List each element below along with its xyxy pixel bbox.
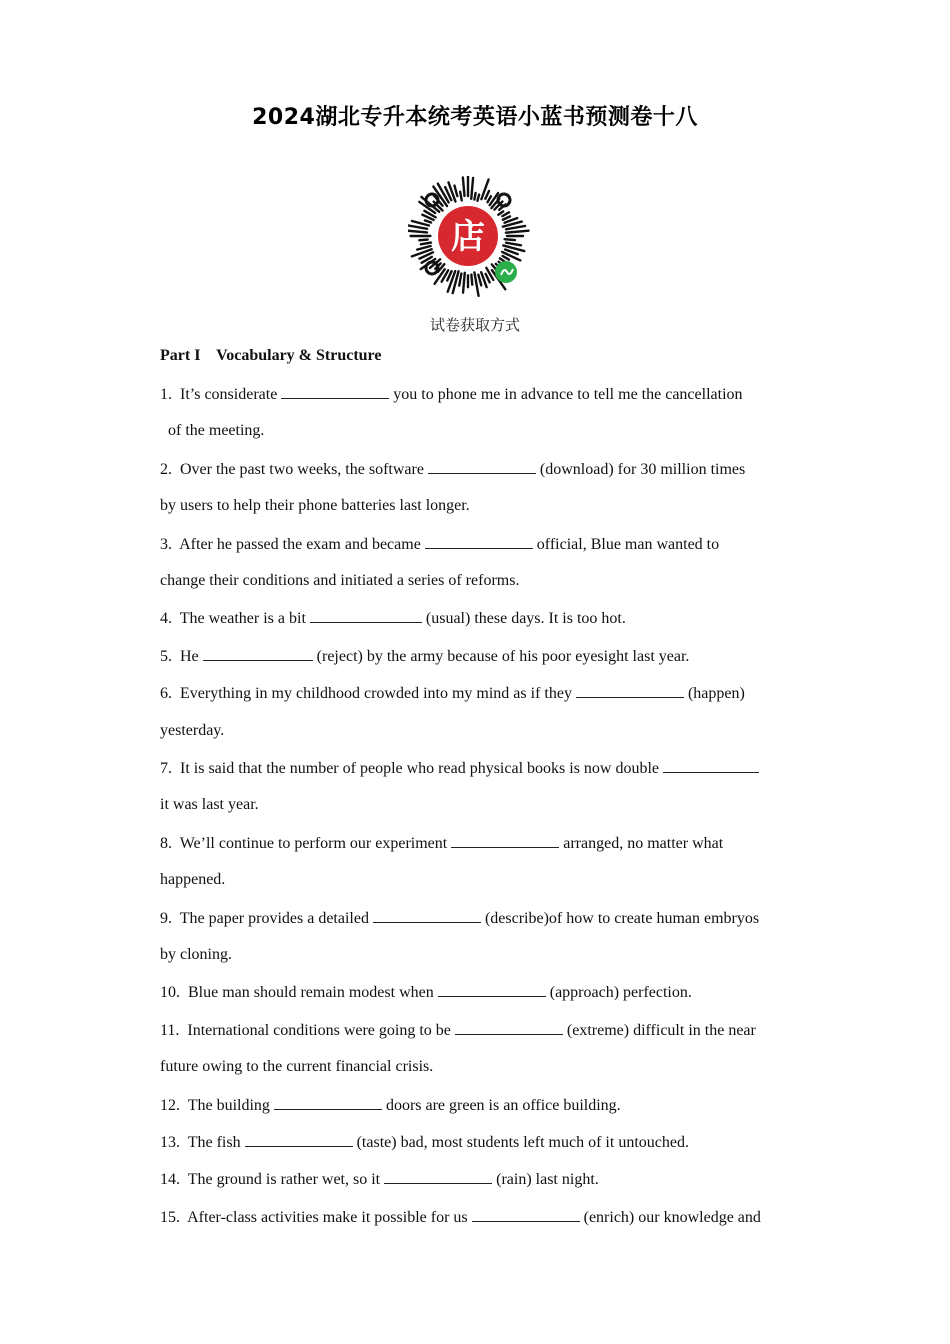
question-number: 4. bbox=[160, 610, 180, 628]
question-text: It’s considerate bbox=[180, 386, 282, 403]
question-line bbox=[160, 1132, 689, 1153]
question-text: doors are green is an office building. bbox=[381, 1096, 621, 1114]
answer-blank[interactable] bbox=[281, 384, 389, 399]
answer-blank[interactable] bbox=[373, 908, 481, 923]
question-continuation: by users to help their phone batteries last longer. bbox=[160, 497, 470, 515]
question-number: 5. bbox=[160, 647, 180, 665]
question-text: official, Blue man wanted to bbox=[532, 535, 720, 553]
question-line bbox=[160, 833, 723, 854]
question-text: After-class activities make it possible for us bbox=[187, 1208, 472, 1226]
page-title: 2024湖北专升本统考英语小蓝书预测卷十八 bbox=[252, 105, 698, 130]
question-number: 9. bbox=[160, 909, 180, 927]
question-text: you to phone me in advance to tell me the cancellation bbox=[389, 386, 743, 403]
question-text: The building bbox=[187, 1096, 274, 1114]
question-line bbox=[160, 459, 745, 480]
question-continuation: of the meeting. bbox=[168, 422, 265, 440]
question-text: International conditions were going to be bbox=[187, 1021, 455, 1039]
answer-blank[interactable] bbox=[576, 683, 684, 698]
question-continuation: future owing to the current financial crisis. bbox=[160, 1058, 434, 1076]
answer-blank[interactable] bbox=[455, 1020, 563, 1035]
question-text: (rain) last night. bbox=[492, 1171, 599, 1189]
question-number: 12. bbox=[160, 1096, 188, 1114]
answer-blank[interactable] bbox=[451, 833, 559, 848]
qr-code-icon bbox=[408, 176, 532, 300]
question-line bbox=[160, 534, 719, 555]
question-number: 2. bbox=[160, 460, 180, 478]
answer-blank[interactable] bbox=[384, 1169, 492, 1184]
question-text: The ground is rather wet, so it bbox=[187, 1171, 385, 1189]
question-text: (describe)of how to create human embryos bbox=[480, 909, 760, 927]
answer-blank[interactable] bbox=[203, 646, 313, 661]
question-text: The weather is a bit bbox=[179, 610, 310, 628]
question-text: (reject) by the army because of his poor eyesight last year. bbox=[312, 647, 690, 665]
question-number: 7. bbox=[160, 760, 180, 777]
question-text: It is said that the number of people who read physical books is now double bbox=[180, 760, 664, 777]
answer-blank[interactable] bbox=[274, 1095, 382, 1110]
answer-blank[interactable] bbox=[245, 1132, 353, 1147]
question-line bbox=[160, 1207, 761, 1228]
question-number: 15. bbox=[160, 1208, 188, 1226]
question-text: (happen) bbox=[683, 685, 745, 703]
question-text: (extreme) difficult in the near bbox=[562, 1021, 756, 1039]
question-text: Over the past two weeks, the software bbox=[180, 460, 428, 478]
question-line bbox=[160, 384, 743, 405]
question-line bbox=[160, 608, 626, 629]
answer-blank[interactable] bbox=[472, 1207, 580, 1222]
question-number: 8. bbox=[160, 834, 180, 852]
question-text: Everything in my childhood crowded into my mind as if they bbox=[180, 685, 576, 703]
question-number: 6. bbox=[160, 685, 180, 703]
question-text: (usual) these days. It is too hot. bbox=[421, 610, 626, 628]
question-line bbox=[160, 1020, 756, 1041]
question-line bbox=[160, 1169, 599, 1190]
question-number: 11. bbox=[160, 1021, 188, 1039]
answer-blank[interactable] bbox=[663, 758, 759, 773]
question-text: We’ll continue to perform our experiment bbox=[179, 834, 452, 852]
question-text: (download) for 30 million times bbox=[535, 460, 746, 478]
part-heading: Part I Vocabulary & Structure bbox=[160, 347, 382, 364]
question-number: 3. bbox=[160, 535, 180, 553]
svg-text:店: 店 bbox=[451, 217, 485, 257]
answer-blank[interactable] bbox=[310, 608, 422, 623]
question-text: (enrich) our knowledge and bbox=[579, 1208, 761, 1226]
question-text: The paper provides a detailed bbox=[179, 909, 373, 927]
question-continuation: by cloning. bbox=[160, 946, 232, 963]
question-line bbox=[160, 758, 759, 779]
question-text: He bbox=[180, 647, 203, 665]
question-line bbox=[160, 908, 759, 929]
question-number: 14. bbox=[160, 1171, 188, 1189]
question-continuation: it was last year. bbox=[160, 796, 259, 814]
question-number: 10. bbox=[160, 984, 188, 1002]
mini-program-qr-code[interactable] bbox=[408, 176, 532, 300]
question-continuation: happened. bbox=[160, 871, 226, 889]
question-line bbox=[160, 683, 745, 704]
qr-caption: 试卷获取方式 bbox=[429, 316, 520, 334]
question-number: 1. bbox=[160, 386, 180, 403]
question-number: 13. bbox=[160, 1134, 188, 1151]
question-continuation: change their conditions and initiated a series of reforms. bbox=[160, 572, 520, 589]
answer-blank[interactable] bbox=[428, 459, 536, 474]
question-line bbox=[160, 646, 689, 667]
question-text: (taste) bad, most students left much of it untouched. bbox=[352, 1134, 689, 1151]
question-line bbox=[160, 982, 692, 1003]
question-text: Blue man should remain modest when bbox=[188, 984, 438, 1002]
question-text: (approach) perfection. bbox=[545, 984, 692, 1002]
answer-blank[interactable] bbox=[425, 534, 533, 549]
question-text: After he passed the exam and became bbox=[179, 535, 425, 553]
question-text: arranged, no matter what bbox=[559, 834, 724, 852]
answer-blank[interactable] bbox=[438, 982, 546, 997]
question-continuation: yesterday. bbox=[160, 721, 225, 739]
question-text: The fish bbox=[187, 1134, 245, 1151]
question-line bbox=[160, 1095, 621, 1116]
